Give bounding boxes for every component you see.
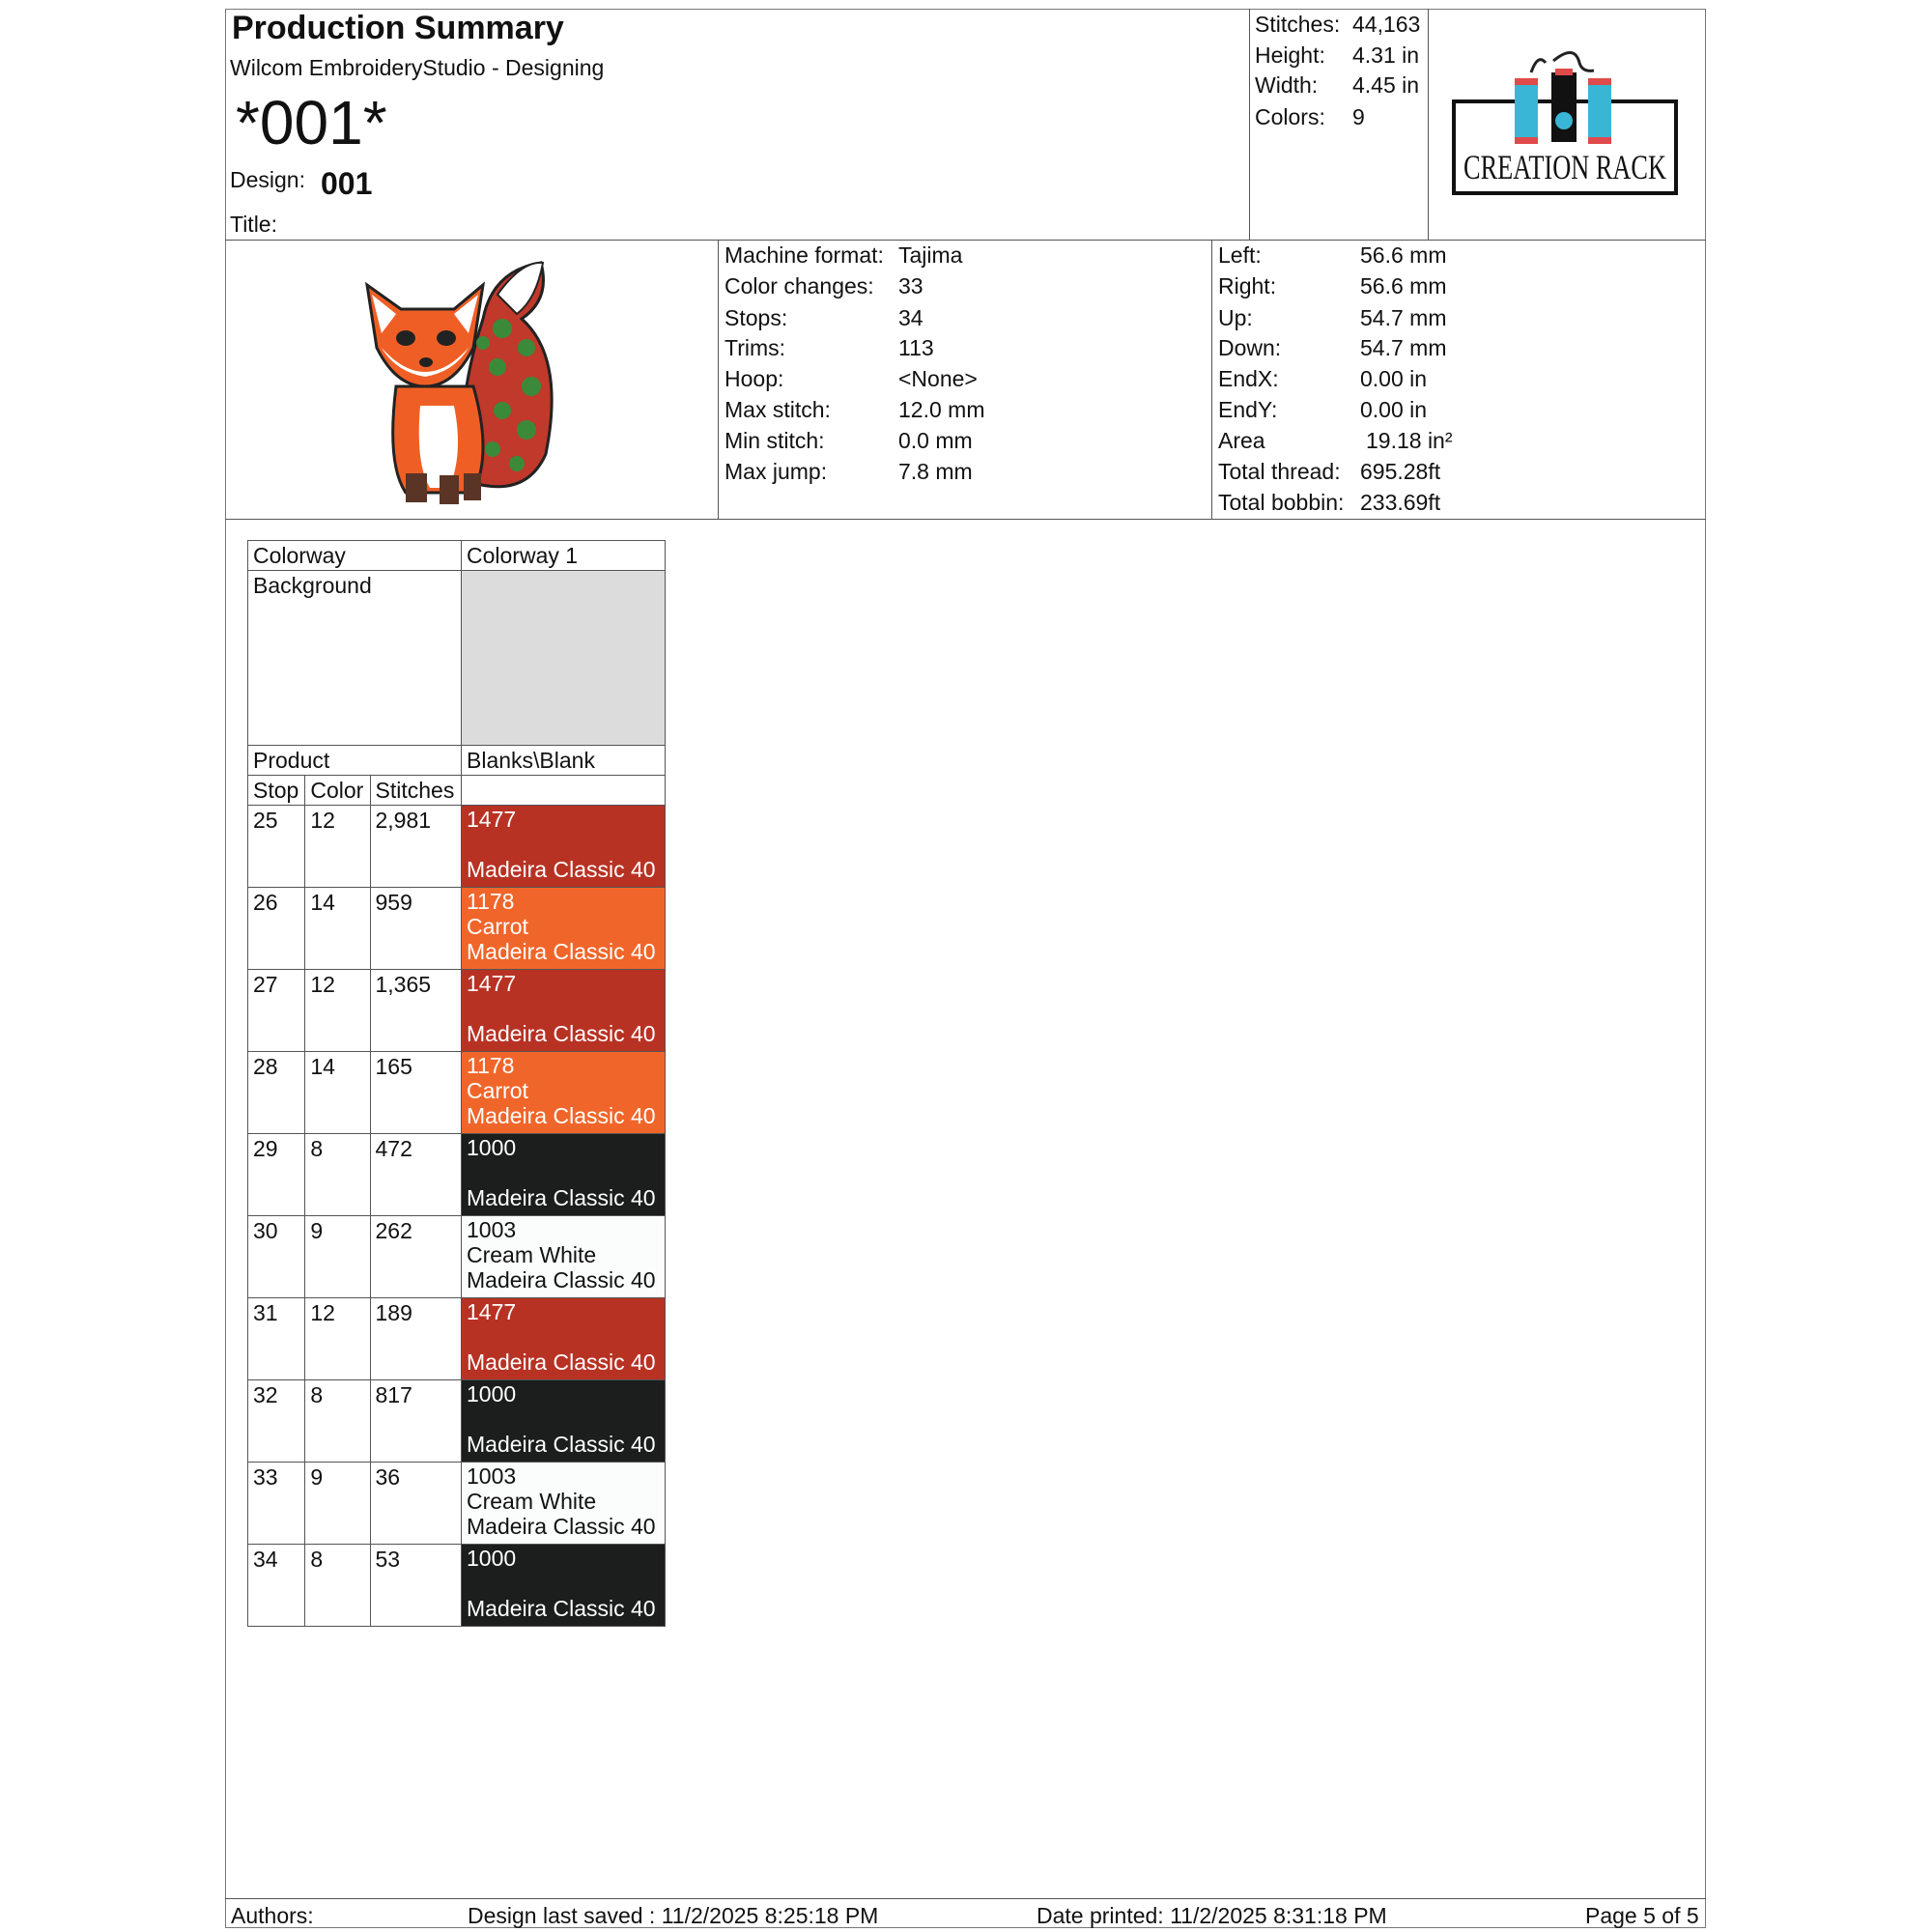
thread-name [467, 1571, 660, 1596]
cell-color: 12 [305, 806, 370, 888]
design-name: *001* [236, 88, 387, 157]
page-title: Production Summary [232, 10, 564, 46]
right-label: Right: [1218, 273, 1277, 298]
cell-stitches: 817 [370, 1380, 462, 1463]
width-label: Width: [1255, 72, 1319, 98]
thread-thread: Madeira Classic 40 [467, 1514, 656, 1539]
cell-stitches: 165 [370, 1052, 462, 1134]
max-jump-label: Max jump: [724, 459, 828, 484]
cell-color: 14 [305, 1052, 370, 1134]
app-name: Wilcom EmbroideryStudio - Designing [230, 55, 605, 80]
creation-rack-logo [1449, 43, 1681, 198]
cell-stop: 27 [248, 970, 305, 1052]
cell-stop: 28 [248, 1052, 305, 1134]
table-row [248, 970, 666, 1052]
extents-divider [1211, 240, 1212, 519]
max-stitch-label: Max stitch: [724, 397, 831, 422]
thread-code: 1477 [467, 971, 517, 996]
min-stitch-value: 0.0 mm [898, 428, 973, 453]
colors-value: 9 [1352, 104, 1365, 129]
table-row [248, 888, 666, 970]
color-changes-label: Color changes: [724, 273, 874, 298]
thread-name [467, 832, 660, 857]
column-header-swatch [462, 776, 666, 806]
thread-swatch [462, 1380, 666, 1463]
stats-divider [1249, 9, 1250, 240]
height-value: 4.31 in [1352, 43, 1420, 68]
thread-thread: Madeira Classic 40 [467, 939, 656, 964]
thread-code: 1178 [467, 889, 515, 914]
cell-color: 14 [305, 888, 370, 970]
right-value: 56.6 mm [1360, 273, 1447, 298]
thread-swatch [462, 970, 666, 1052]
total-thread-label: Total thread: [1218, 459, 1341, 484]
table-row [248, 1298, 666, 1380]
cell-stop: 30 [248, 1216, 305, 1298]
table-row [248, 1052, 666, 1134]
table-row [248, 806, 666, 888]
thread-swatch [462, 1052, 666, 1134]
thread-name: Carrot [467, 1078, 528, 1103]
cell-stop: 33 [248, 1463, 305, 1545]
thread-thread: Madeira Classic 40 [467, 1021, 656, 1046]
cell-color: 8 [305, 1380, 370, 1463]
cell-stitches: 53 [370, 1545, 462, 1627]
column-header-row [248, 776, 666, 806]
endy-value: 0.00 in [1360, 397, 1428, 422]
total-thread-value: 695.28ft [1360, 459, 1441, 484]
colors-label: Colors: [1255, 104, 1325, 129]
product-row [248, 746, 666, 776]
table-row [248, 1380, 666, 1463]
colorway-row [248, 541, 666, 571]
thread-name: Cream White [467, 1242, 597, 1267]
thread-thread: Madeira Classic 40 [467, 1432, 656, 1457]
product-label: Product [248, 746, 462, 776]
cell-stop: 32 [248, 1380, 305, 1463]
cell-stop: 31 [248, 1298, 305, 1380]
cell-stop: 26 [248, 888, 305, 970]
header-divider [225, 240, 1706, 241]
max-stitch-value: 12.0 mm [898, 397, 985, 422]
cell-stitches: 959 [370, 888, 462, 970]
design-preview-image [328, 242, 618, 522]
thread-code: 1178 [467, 1053, 515, 1078]
column-header-color: Color [305, 776, 370, 806]
cell-color: 9 [305, 1216, 370, 1298]
thread-swatch [462, 1545, 666, 1627]
thread-thread: Madeira Classic 40 [467, 857, 656, 882]
cell-stitches: 2,981 [370, 806, 462, 888]
footer-date-printed: Date printed: 11/2/2025 8:31:18 PM [1037, 1903, 1387, 1928]
column-header-stop: Stop [248, 776, 305, 806]
cell-color: 8 [305, 1545, 370, 1627]
cell-color: 9 [305, 1463, 370, 1545]
down-label: Down: [1218, 335, 1282, 360]
background-swatch [462, 571, 666, 746]
colorway-table [247, 540, 666, 1627]
total-bobbin-label: Total bobbin: [1218, 490, 1345, 515]
up-label: Up: [1218, 305, 1253, 330]
cell-stop: 34 [248, 1545, 305, 1627]
width-value: 4.45 in [1352, 72, 1420, 98]
thread-code: 1000 [467, 1381, 517, 1406]
colorway-value: Colorway 1 [462, 541, 666, 571]
max-jump-value: 7.8 mm [898, 459, 973, 484]
design-label: Design: [230, 167, 305, 192]
left-value: 56.6 mm [1360, 242, 1447, 268]
colorway-label: Colorway [248, 541, 462, 571]
thread-swatch [462, 806, 666, 888]
thread-name: Carrot [467, 914, 528, 939]
thread-name [467, 1406, 660, 1432]
cell-color: 8 [305, 1134, 370, 1216]
cell-color: 12 [305, 970, 370, 1052]
thread-code: 1000 [467, 1546, 517, 1571]
down-value: 54.7 mm [1360, 335, 1447, 360]
design-value: 001 [321, 166, 373, 201]
thread-name [467, 1324, 660, 1350]
thread-code: 1477 [467, 1299, 517, 1324]
thread-thread: Madeira Classic 40 [467, 1185, 656, 1210]
color-changes-value: 33 [898, 273, 923, 298]
trims-value: 113 [898, 335, 934, 360]
logo-divider [1428, 9, 1429, 240]
table-row [248, 1216, 666, 1298]
area-value: 19.18 in² [1366, 428, 1453, 453]
hoop-value: <None> [898, 366, 978, 391]
hoop-label: Hoop: [724, 366, 784, 391]
cell-stitches: 189 [370, 1298, 462, 1380]
stops-label: Stops: [724, 305, 788, 330]
cell-color: 12 [305, 1298, 370, 1380]
trims-label: Trims: [724, 335, 786, 360]
area-label: Area [1218, 428, 1265, 453]
up-value: 54.7 mm [1360, 305, 1447, 330]
cell-stitches: 36 [370, 1463, 462, 1545]
machine-format-label: Machine format: [724, 242, 884, 268]
thread-swatch [462, 1134, 666, 1216]
table-row [248, 1463, 666, 1545]
thread-code: 1003 [467, 1217, 517, 1242]
stitches-value: 44,163 [1352, 12, 1421, 37]
thread-name: Cream White [467, 1489, 597, 1514]
min-stitch-label: Min stitch: [724, 428, 825, 453]
footer-page-number: Page 5 of 5 [1585, 1903, 1699, 1928]
thread-thread: Madeira Classic 40 [467, 1267, 656, 1293]
stops-value: 34 [898, 305, 923, 330]
thread-swatch [462, 1463, 666, 1545]
product-value: Blanks\Blank [462, 746, 666, 776]
thread-name [467, 996, 660, 1021]
thread-name [467, 1160, 660, 1185]
footer-divider [225, 1898, 1706, 1899]
endx-value: 0.00 in [1360, 366, 1428, 391]
machine-divider [718, 240, 719, 519]
height-label: Height: [1255, 43, 1325, 68]
footer-authors: Authors: [231, 1903, 314, 1928]
endx-label: EndX: [1218, 366, 1279, 391]
total-bobbin-value: 233.69ft [1360, 490, 1441, 515]
thread-thread: Madeira Classic 40 [467, 1350, 656, 1375]
left-label: Left: [1218, 242, 1262, 268]
cell-stop: 29 [248, 1134, 305, 1216]
column-header-stitches: Stitches [370, 776, 462, 806]
thread-code: 1477 [467, 807, 517, 832]
stitches-label: Stitches: [1255, 12, 1341, 37]
logo-text: CREATION RACK [1463, 148, 1667, 186]
cell-stop: 25 [248, 806, 305, 888]
thread-swatch [462, 1298, 666, 1380]
endy-label: EndY: [1218, 397, 1278, 422]
table-row [248, 1545, 666, 1627]
background-label: Background [248, 571, 462, 746]
thread-swatch [462, 1216, 666, 1298]
title-label: Title: [230, 212, 277, 237]
cell-stitches: 1,365 [370, 970, 462, 1052]
background-row [248, 571, 666, 746]
machine-format-value: Tajima [898, 242, 963, 268]
cell-stitches: 262 [370, 1216, 462, 1298]
footer-last-saved: Design last saved : 11/2/2025 8:25:18 PM [468, 1903, 879, 1928]
table-row [248, 1134, 666, 1216]
thread-thread: Madeira Classic 40 [467, 1103, 656, 1128]
thread-code: 1003 [467, 1463, 517, 1489]
thread-thread: Madeira Classic 40 [467, 1596, 656, 1621]
thread-swatch [462, 888, 666, 970]
thread-code: 1000 [467, 1135, 517, 1160]
cell-stitches: 472 [370, 1134, 462, 1216]
